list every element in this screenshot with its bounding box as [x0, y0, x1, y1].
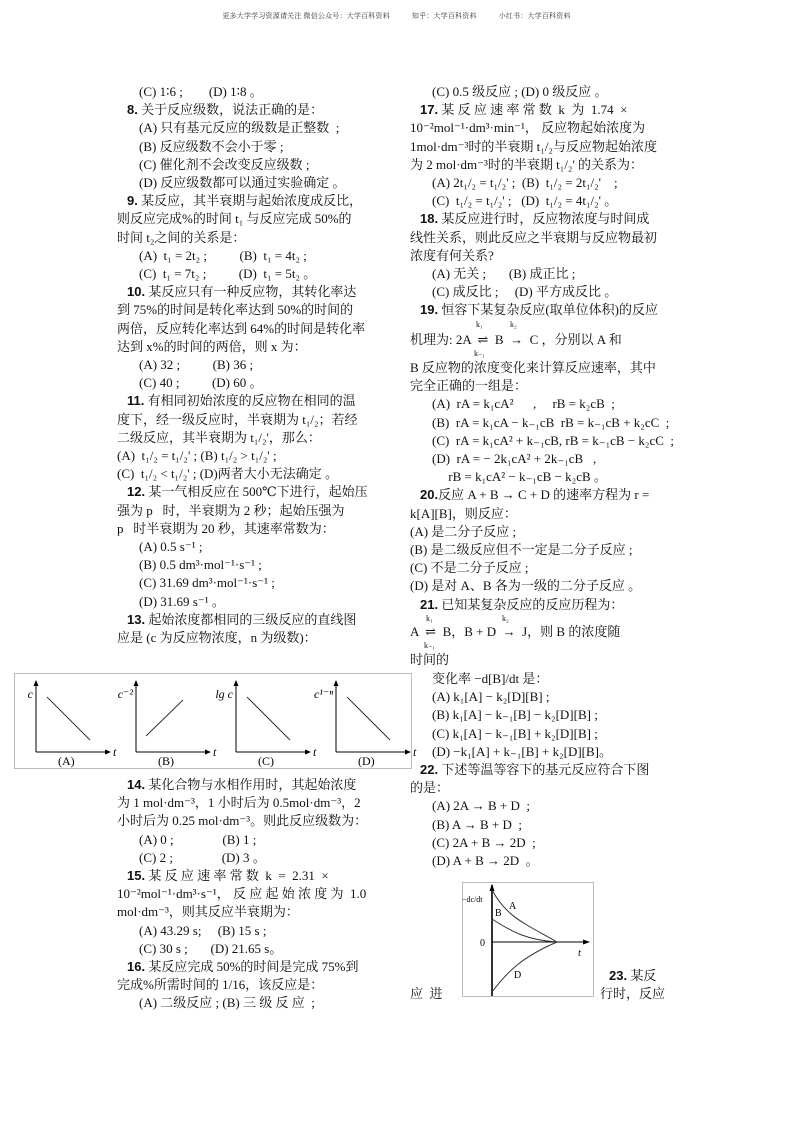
line-text: 达到 x%的时间的两倍，则 x 为： [117, 338, 307, 354]
q23-text: 某反 [627, 968, 657, 983]
q23-text-right2: 行时，反应 [600, 986, 666, 1001]
text-line [432, 415, 669, 431]
trend-line [247, 697, 290, 740]
text-line [410, 120, 645, 136]
line-text: (D) 31.69 s⁻¹ 。 [139, 593, 225, 609]
trend-line [347, 697, 390, 740]
text-line [127, 284, 356, 300]
line-text: (B) 反应级数不会小于零 ; [139, 138, 284, 154]
line-text: (C) 2 ; (D) 3 。 [139, 849, 266, 865]
line-text: (A) 二级反应 ; (B) 三 级 反 应 ; [139, 995, 315, 1011]
text-line [420, 762, 649, 778]
text-line [117, 503, 345, 519]
text-line [432, 433, 674, 449]
line-text: (A) t₁ = 2t₂ ; (B) t₁ = 4t₂ ; [139, 247, 307, 263]
line-text: (C) k₁[A] − k₋₁[B] + k₂[D][B] ; [432, 725, 598, 741]
question-number: 18. [420, 211, 439, 227]
x-axis-arrow [305, 750, 311, 755]
curve-B [492, 919, 557, 942]
line-text: rB = k₁cA² − k₋₁cB − k₂cB 。 [432, 469, 607, 485]
x-axis-arrow [405, 750, 411, 755]
y-axis-label: lg c [215, 687, 233, 701]
text-line [420, 102, 627, 118]
text-line [139, 248, 307, 264]
text-line [117, 521, 335, 537]
text-line [139, 120, 339, 136]
header-text: 小红书：大学百科资料 [498, 12, 571, 20]
k1-label: k₁ [426, 614, 433, 623]
line-text: k[A][B]，则反应： [410, 505, 517, 521]
text-line [420, 302, 658, 318]
line-text: (A) 2A → B + D ; [432, 798, 530, 814]
line-text: 完成%所需时间的 1/16，该反应是： [117, 977, 324, 993]
line-text: 反应 A + B → C + D 的速率方程为 r = [438, 487, 650, 503]
line-text: (A) 2t₁/₂ = t₁/₂' ; (B) t₁/₂ = 2t₁/₂' ; [432, 175, 618, 190]
text-line [127, 393, 356, 409]
question-number: 23. [609, 968, 628, 983]
line-text: 到 75%的时间是转化率达到 50%的时间的 [117, 302, 354, 318]
text-line [432, 175, 618, 191]
text-line [432, 744, 612, 760]
curve-A [492, 890, 557, 942]
line-text: 1mol·dm⁻³时的半衰期 t₁/₂与反应物起始浓度 [410, 138, 657, 154]
line-text: (C) rA = k₁cA² + k₋₁cB, rB = k₋₁cB − k₂cC ; [432, 432, 674, 448]
y-axis-label: c⁻² [117, 687, 133, 701]
text-line [139, 923, 266, 939]
line-text: 应是 (c 为反应物浓度，n 为级数)： [117, 630, 317, 645]
text-line [127, 612, 356, 628]
k2-label: k₂ [510, 320, 517, 329]
x-axis-label: t [578, 948, 581, 959]
text-line [127, 193, 362, 209]
line-text: (C) 0.5 级反应 ; (D) 0 级反应 。 [432, 84, 608, 99]
text-line [117, 339, 307, 355]
text-line [127, 102, 323, 118]
line-text: (A) 是二分子反应 ; [410, 523, 517, 539]
q23-text-left: 应 进 [410, 986, 443, 1001]
line-text: 关于反应级数，说法正确的是： [137, 102, 324, 118]
question-number: 22. [420, 762, 439, 777]
y-axis-arrow [490, 884, 495, 891]
text-line [117, 795, 361, 811]
text-line [410, 157, 643, 173]
text-line [117, 466, 338, 482]
line-text: 变化率 −d[B]/dt 是： [432, 671, 549, 686]
text-line [432, 469, 607, 485]
text-line [420, 487, 649, 503]
text-line [432, 193, 617, 209]
x-axis-arrow [105, 750, 111, 755]
line-text: 某一气相反应在 500℃下进行，起始压 [145, 484, 368, 500]
line-text: B 反应物的浓度变化来计算反应速率，其中 [410, 360, 656, 375]
line-text: (A) 0.5 s⁻¹ ; [139, 539, 203, 554]
x-axis-arrow [583, 940, 590, 945]
x-axis-label: t [213, 745, 217, 759]
line-text: 某 反 应 速 率 常 数 k = 2.31 × [145, 868, 329, 883]
question-number: 16. [127, 959, 146, 974]
text-line [117, 630, 317, 646]
q23-text-right [609, 968, 656, 984]
question-number: 15. [127, 868, 146, 883]
text-line [139, 175, 346, 191]
question-number: 20. [420, 487, 439, 503]
x-axis-label: t [313, 745, 317, 759]
question-number: 11. [127, 393, 145, 409]
line-text: (A) 无关 ; (B) 成正比 ; [432, 266, 576, 281]
k-1-label: k₋₁ [424, 641, 436, 650]
line-text: (C) t₁ = 7t₂ ; (D) t₁ = 5t₂ 。 [139, 266, 317, 281]
trend-line [146, 700, 183, 736]
text-line [139, 575, 275, 591]
line-text: 起始浓度都相同的三级反应的直线图 [145, 611, 357, 627]
text-line [139, 941, 282, 957]
x-axis-arrow [205, 750, 211, 755]
line-text: (C) 31.69 dm³·mol⁻¹·s⁻¹ ; [139, 575, 275, 591]
line-text: p 时半衰期为 20 秒，其速率常数为： [117, 520, 335, 536]
line-text: 的是： [410, 780, 450, 796]
question-number: 8. [127, 102, 138, 118]
text-line [117, 813, 367, 829]
line-text: 浓度有何关系? [410, 247, 494, 263]
q22-rate-graph [462, 882, 594, 997]
line-text: (B) A → B + D ; [432, 816, 523, 832]
text-line [117, 211, 352, 227]
line-text: 二级反应，其半衰期为 t₁/₂'，那么： [117, 429, 321, 445]
line-text: 有相同初始浓度的反应物在相同的温 [144, 393, 356, 409]
graph-caption: (B) [158, 754, 174, 768]
line-text: (A) 32 ; (B) 36 ; [139, 357, 254, 372]
trend-line [47, 697, 90, 740]
question-number: 17. [420, 102, 439, 118]
line-text: 已知某复杂反应的反应历程为： [438, 596, 624, 612]
y-axis-label: c [27, 687, 33, 701]
line-text: (B) 0.5 dm³·mol⁻¹·s⁻¹ ; [139, 557, 262, 573]
y-axis-label: −dc/dt [462, 895, 483, 904]
text-line [432, 689, 549, 705]
text-line [139, 850, 266, 866]
text-line [117, 230, 245, 246]
curve-D [492, 942, 557, 992]
line-text: 两倍，反应转化率达到 64%的时间是转化率 [117, 320, 366, 336]
line-text: 度下，经一级反应时，半衰期为 t₁/₂；若经 [117, 411, 358, 427]
line-text: 小时后为 0.25 mol·dm⁻³。则此反应级数为： [117, 813, 368, 829]
graph-B [118, 680, 217, 768]
text-line [432, 671, 548, 687]
graph-A [28, 680, 117, 768]
text-line [139, 357, 253, 373]
text-line [117, 302, 353, 318]
graph-D [314, 680, 417, 768]
line-text: (C) 不是二分子反应 ; [410, 560, 529, 576]
text-line [410, 560, 528, 576]
text-line [432, 266, 575, 282]
line-text: (C) 1∶6 ; (D) 1∶8 。 [139, 84, 263, 99]
line-text: (C) 催化剂不会改变反应级数 ; [139, 156, 310, 172]
text-line [420, 211, 649, 227]
text-line [139, 84, 263, 100]
line-text: 恒容下某复杂反应(取单位体积)的反应 [438, 302, 658, 318]
line-text: 某化合物与水相作用时，其起始浓度 [145, 777, 357, 792]
y-axis-arrow [134, 680, 139, 686]
graph-C [215, 680, 317, 768]
text-line [410, 506, 517, 522]
text-line [420, 597, 623, 613]
line-text: (B) rA = k₁cA − k₋₁cB rB = k₋₁cB + k₂cC ; [432, 414, 670, 430]
text-line [127, 484, 368, 500]
line-text: 线性关系，则此反应之半衰期与反应物最初 [410, 229, 658, 245]
line-text: (C) 2A + B → 2D ; [432, 834, 536, 850]
line-text: 某 反 应 速 率 常 数 k 为 1.74 × [438, 102, 628, 118]
y-axis-label: c¹⁻ⁿ [313, 687, 333, 701]
line-text: (A) 0 ; (B) 1 ; [139, 831, 257, 847]
text-line [139, 832, 256, 848]
text-line [432, 835, 536, 851]
line-text: (C) t₁/₂ = t₁/₂' ; (D) t₁/₂ = 4t₁/₂' 。 [432, 193, 618, 209]
text-line [117, 977, 323, 993]
line-text: 某反应完成 50%的时间是完成 75%到 [145, 959, 359, 974]
text-line [410, 542, 632, 558]
text-line [127, 868, 329, 884]
header-text: 更多大学学习资源请关注 微信公众号：大学百科资料 [222, 12, 390, 20]
text-line [410, 780, 449, 796]
k1-label: k₁ [476, 320, 483, 329]
text-line [410, 248, 494, 264]
text-line [410, 230, 657, 246]
line-text: (B) k₁[A] − k₋₁[B] − k₂[D][B] ; [432, 707, 598, 723]
line-text: 强为 p 时，半衰期为 2 秒；起始压强为 [117, 502, 345, 518]
text-line [127, 777, 356, 793]
curve-label-B: B [495, 908, 502, 919]
text-line [432, 284, 617, 300]
text-line [432, 817, 522, 833]
line-text: 为 1 mol·dm⁻³，1 小时后为 0.5mol·dm⁻³，2 [117, 795, 361, 811]
line-text: (A) 只有基元反应的级数是正整数 ; [139, 120, 340, 136]
text-line [139, 539, 202, 555]
k-1-label: k₋₁ [474, 349, 486, 358]
line-text: (A) t₁/₂ = t₁/₂' ; (B) t₁/₂ > t₁/₂' ; [117, 448, 277, 463]
line-text: 则反应完成%的时间 t₁ 与反应完成 50%的 [117, 211, 352, 227]
text-line [139, 557, 262, 573]
question-number: 19. [420, 302, 439, 318]
line-text: (C) 40 ; (D) 60 。 [139, 375, 263, 391]
line-text: (D) −k₁[A] + k₋₁[B] + k₂[D][B]。 [432, 743, 613, 759]
question-number: 10. [127, 284, 146, 300]
question-number: 12. [127, 484, 146, 500]
line-text: (A) 43.29 s; (B) 15 s ; [139, 922, 267, 938]
question-number: 9. [127, 193, 138, 209]
text-line [139, 157, 309, 173]
line-text: 某反应进行时，反应物浓度与时间成 [438, 211, 650, 227]
x-axis-label: t [113, 745, 117, 759]
q13-graphs-figure [14, 673, 417, 769]
y-axis-arrow [234, 680, 239, 686]
line-text: 时间 t₂之间的关系是： [117, 229, 246, 245]
text-line [117, 886, 366, 902]
line-text: 为 2 mol·dm⁻³时的半衰期 t₁/₂' 的关系为： [410, 156, 644, 172]
text-line [410, 578, 641, 594]
text-line [410, 139, 657, 155]
line-text: 完全正确的一组是： [410, 378, 528, 394]
k2-label: k₂ [502, 614, 509, 623]
question-number: 21. [420, 596, 439, 612]
graph-caption: (C) [258, 754, 274, 768]
line-text: (D) A + B → 2D 。 [432, 853, 539, 868]
curve-label-D: D [514, 970, 522, 981]
q21-line2: 时间的 [410, 652, 450, 667]
line-text: (C) t₁/₂ < t₁/₂' ; (D)两者大小无法确定 。 [117, 466, 338, 482]
text-line [117, 430, 321, 446]
text-line [432, 707, 598, 723]
text-line [432, 726, 598, 742]
text-line [117, 412, 358, 428]
q19-mechanism: 机理为: 2A ⇌ B → C ，分别以 A 和 [410, 332, 622, 347]
line-text: 某反应只有一种反应物，其转化率达 [145, 284, 357, 300]
page-header [0, 12, 793, 21]
text-line [410, 378, 527, 394]
text-line [139, 375, 263, 391]
text-line [117, 904, 299, 920]
line-text: (D) rA = − 2k₁cA² + 2k₋₁cB , [432, 451, 597, 466]
graph-caption: (D) [358, 754, 375, 768]
curve-label-A: A [509, 901, 517, 912]
line-text: 10⁻²mol⁻¹·dm³·min⁻¹， 反应物起始浓度为 [410, 120, 646, 136]
line-text: (C) 30 s ; (D) 21.65 s。 [139, 940, 283, 956]
text-line [117, 448, 277, 464]
line-text: (D) 是对 A、B 各为一级的二分子反应 。 [410, 578, 642, 594]
line-text: (B) 是二级反应但不一定是二分子反应 ; [410, 542, 633, 557]
line-text: (A) k₁[A] − k₂[D][B] ; [432, 689, 550, 705]
text-line [139, 594, 225, 610]
line-text: 下述等温等容下的基元反应符合下图 [438, 762, 650, 777]
text-line [127, 959, 359, 975]
header-text: 知乎：大学百科资料 [411, 12, 477, 20]
line-text: (A) rA = k₁cA² , rB = k₂cB ; [432, 396, 615, 412]
text-line [139, 139, 283, 155]
line-text: 某反应，其半衰期与起始浓度成反比， [137, 193, 363, 209]
line-text: 10⁻²mol⁻¹·dm³·s⁻¹， 反 应 起 始 浓 度 为 1.0 [117, 886, 367, 902]
text-line [432, 451, 596, 467]
line-text: mol·dm⁻³，则其反应半衰期为： [117, 904, 299, 920]
text-line [432, 84, 608, 100]
text-line [432, 853, 539, 869]
text-line [117, 321, 365, 337]
line-text: (D) 反应级数都可以通过实验确定 。 [139, 175, 346, 190]
text-line [410, 360, 656, 376]
question-number: 14. [127, 777, 146, 792]
text-line [432, 396, 615, 412]
line-text: (C) 成反比 ; (D) 平方成反比 。 [432, 284, 618, 300]
graph-caption: (A) [58, 754, 75, 768]
y-axis-arrow [34, 680, 39, 686]
x-axis-label: t [413, 745, 417, 759]
text-line [139, 266, 316, 282]
text-line [139, 995, 315, 1011]
q21-mechanism: A ⇌ B，B + D → J，则 B 的浓度随 [410, 624, 621, 639]
question-number: 13. [127, 611, 146, 627]
origin-label: 0 [480, 938, 485, 949]
text-line [432, 798, 530, 814]
text-line [410, 524, 516, 540]
y-axis-arrow [334, 680, 339, 686]
